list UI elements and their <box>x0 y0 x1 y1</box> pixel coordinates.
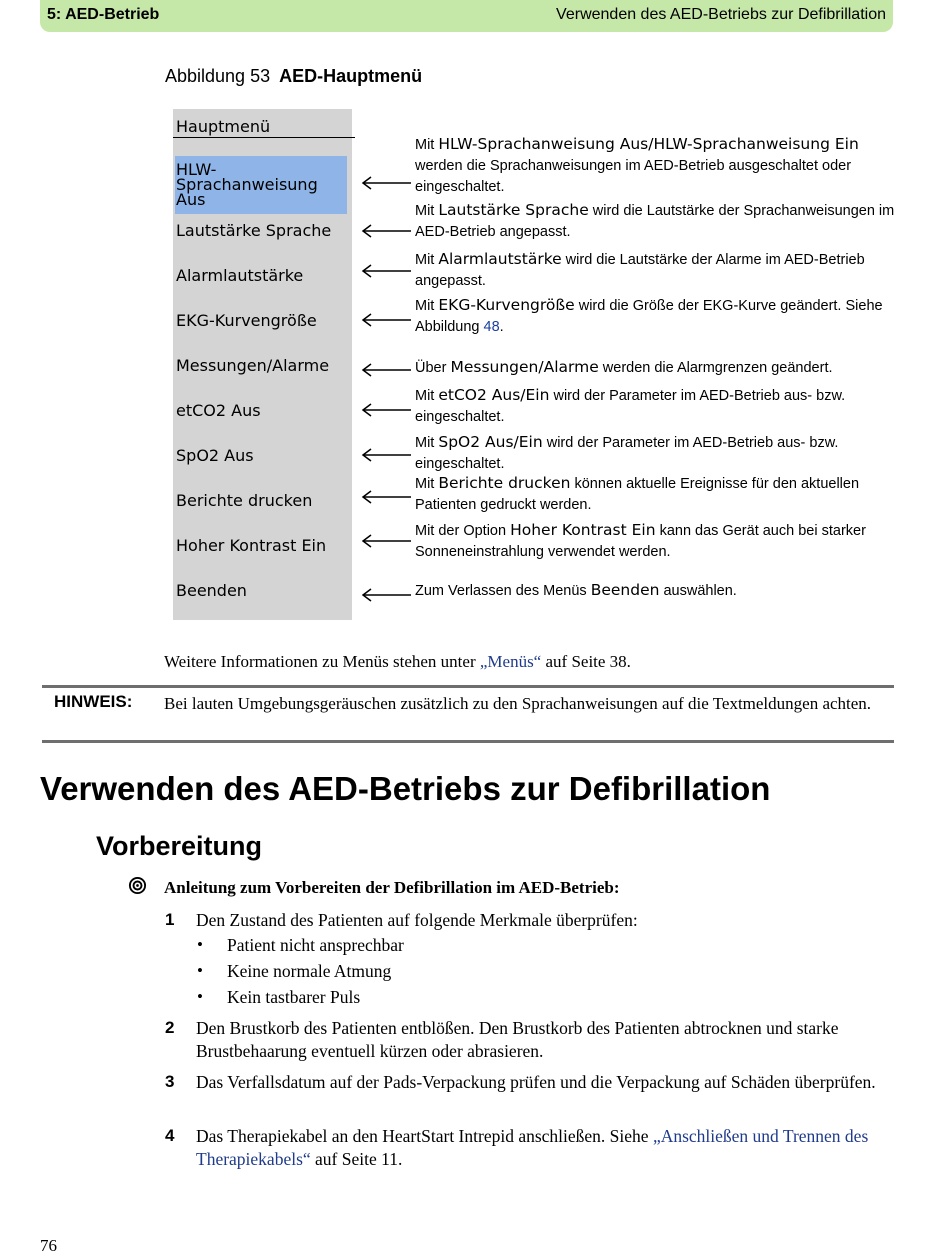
step-text: Das Verfallsdatum auf der Pads-Verpackung prüfen und die Verpackung auf Schäden überprüfen. <box>196 1072 876 1092</box>
arrow-left-icon <box>361 403 411 417</box>
desc-alarm-volume: Mit Alarmlautstärke wird die Lautstärke der Alarme im AED-Betrieb angepasst. <box>415 250 865 289</box>
desc-ecg-size: Mit EKG-Kurvengröße wird die Größe der EKG-Kurve geändert. Siehe Abbildung 48. <box>415 296 883 335</box>
step-text: Den Brustkorb des Patienten entblößen. Den Brustkorb des Patienten abtrocknen und starke Brustbehaarung eventuell kürzen oder abrasieren. <box>196 1018 839 1061</box>
arrow-left-icon <box>361 448 411 462</box>
desc-cpr-voice: Mit HLW-Sprachanweisung Aus/HLW-Sprachanweisung Ein werden die Sprachanweisungen im AED-Betrieb ausgeschaltet oder eingeschaltet. <box>415 135 859 195</box>
desc-etco2: Mit etCO2 Aus/Ein wird der Parameter im AED-Betrieb aus- bzw. eingeschaltet. <box>415 386 846 425</box>
bullet-symbol: • <box>197 961 203 980</box>
figure-number: Abbildung 53 <box>165 66 271 86</box>
arrow-left-icon <box>361 588 411 602</box>
menus-link[interactable]: „Menüs“ <box>479 652 542 671</box>
desc-voice-volume: Mit Lautstärke Sprache wird die Lautstärke der Sprachanweisungen im AED-Betrieb angepasst. <box>415 201 895 240</box>
step-number: 1 <box>165 910 175 929</box>
menu-item-measurements-alarms[interactable]: Messungen/Alarme <box>176 356 330 375</box>
desc-spo2: Mit SpO2 Aus/Ein wird der Parameter im AED-Betrieb aus- bzw. eingeschaltet. <box>415 433 839 472</box>
procedure-title: Anleitung zum Vorbereiten der Defibrillation im AED-Betrieb: <box>164 878 620 897</box>
figure-title: AED-Hauptmenü <box>279 66 423 86</box>
bullet-item: Patient nicht ansprechbar <box>227 935 404 955</box>
step-number: 3 <box>165 1072 175 1091</box>
menu-item-exit[interactable]: Beenden <box>176 581 247 600</box>
note-text: Bei lauten Umgebungsgeräuschen zusätzlich zu den Sprachanweisungen auf die Textmeldungen achten. <box>164 694 872 713</box>
note-top-rule <box>42 685 894 688</box>
desc-measurements-alarms: Über Messungen/Alarme werden die Alarmgrenzen geändert. <box>415 358 833 376</box>
therapy-cable-link[interactable]: „Anschließen und Trennen des Therapiekabels“ <box>196 1126 869 1169</box>
menu-item-spo2[interactable]: SpO2 Aus <box>176 446 254 465</box>
section-running-title: Verwenden des AED-Betriebs zur Defibrillation <box>556 6 886 23</box>
page-header <box>40 0 893 32</box>
menu-item-voice-volume[interactable]: Lautstärke Sprache <box>176 221 332 240</box>
arrow-left-icon <box>361 490 411 504</box>
subsection-heading: Vorbereitung <box>96 831 263 861</box>
page-number: 76 <box>40 1236 57 1255</box>
bullet-symbol: • <box>197 935 203 954</box>
arrow-left-icon <box>361 264 411 278</box>
menu-item-alarm-volume[interactable]: Alarmlautstärke <box>176 266 304 285</box>
arrow-left-icon <box>361 176 411 190</box>
arrow-left-icon <box>361 224 411 238</box>
note-label: HINWEIS: <box>54 692 133 711</box>
arrow-left-icon <box>361 313 411 327</box>
arrow-left-icon <box>361 534 411 548</box>
info-line: Weitere Informationen zu Menüs stehen unter „Menüs“ auf Seite 38. <box>164 652 631 671</box>
bullet-symbol: • <box>197 987 203 1006</box>
section-heading: Verwenden des AED-Betriebs zur Defibrillation <box>40 770 771 807</box>
step-number: 2 <box>165 1018 175 1037</box>
desc-print-reports: Mit Berichte drucken können aktuelle Ereignisse für den aktuellen Patienten gedruckt werden. <box>415 474 860 513</box>
menu-item-print-reports[interactable]: Berichte drucken <box>176 491 313 510</box>
menu-item-ecg-size[interactable]: EKG-Kurvengröße <box>176 311 317 330</box>
figure-link[interactable]: 48 <box>483 319 500 335</box>
step-text: Den Zustand des Patienten auf folgende Merkmale überprüfen: <box>196 910 638 930</box>
menu-title-divider <box>173 137 355 138</box>
aed-main-menu <box>173 109 352 620</box>
menu-item-cpr-voice[interactable]: HLW- Sprachanweisung Aus <box>175 156 347 214</box>
bullet-item: Kein tastbarer Puls <box>227 987 361 1007</box>
procedure-target-icon <box>128 876 147 895</box>
desc-exit: Zum Verlassen des Menüs Beenden auswählen. <box>415 581 737 599</box>
menu-title: Hauptmenü <box>176 117 271 136</box>
menu-item-etco2[interactable]: etCO2 Aus <box>176 401 261 420</box>
desc-high-contrast: Mit der Option Hoher Kontrast Ein kann das Gerät auch bei starker Sonneneinstrahlung verwendet werden. <box>415 521 866 560</box>
figure-caption <box>165 66 422 87</box>
step-number: 4 <box>165 1126 175 1145</box>
menu-item-high-contrast[interactable]: Hoher Kontrast Ein <box>176 536 327 555</box>
step-text: Das Therapiekabel an den HeartStart Intrepid anschließen. Siehe „Anschließen und Trennen des Therapiekabels“ auf Seite 11. <box>196 1126 869 1169</box>
bullet-item: Keine normale Atmung <box>227 961 392 981</box>
note-bottom-rule <box>42 740 894 743</box>
chapter-title: 5: AED-Betrieb <box>47 6 160 23</box>
arrow-left-icon <box>361 363 411 377</box>
